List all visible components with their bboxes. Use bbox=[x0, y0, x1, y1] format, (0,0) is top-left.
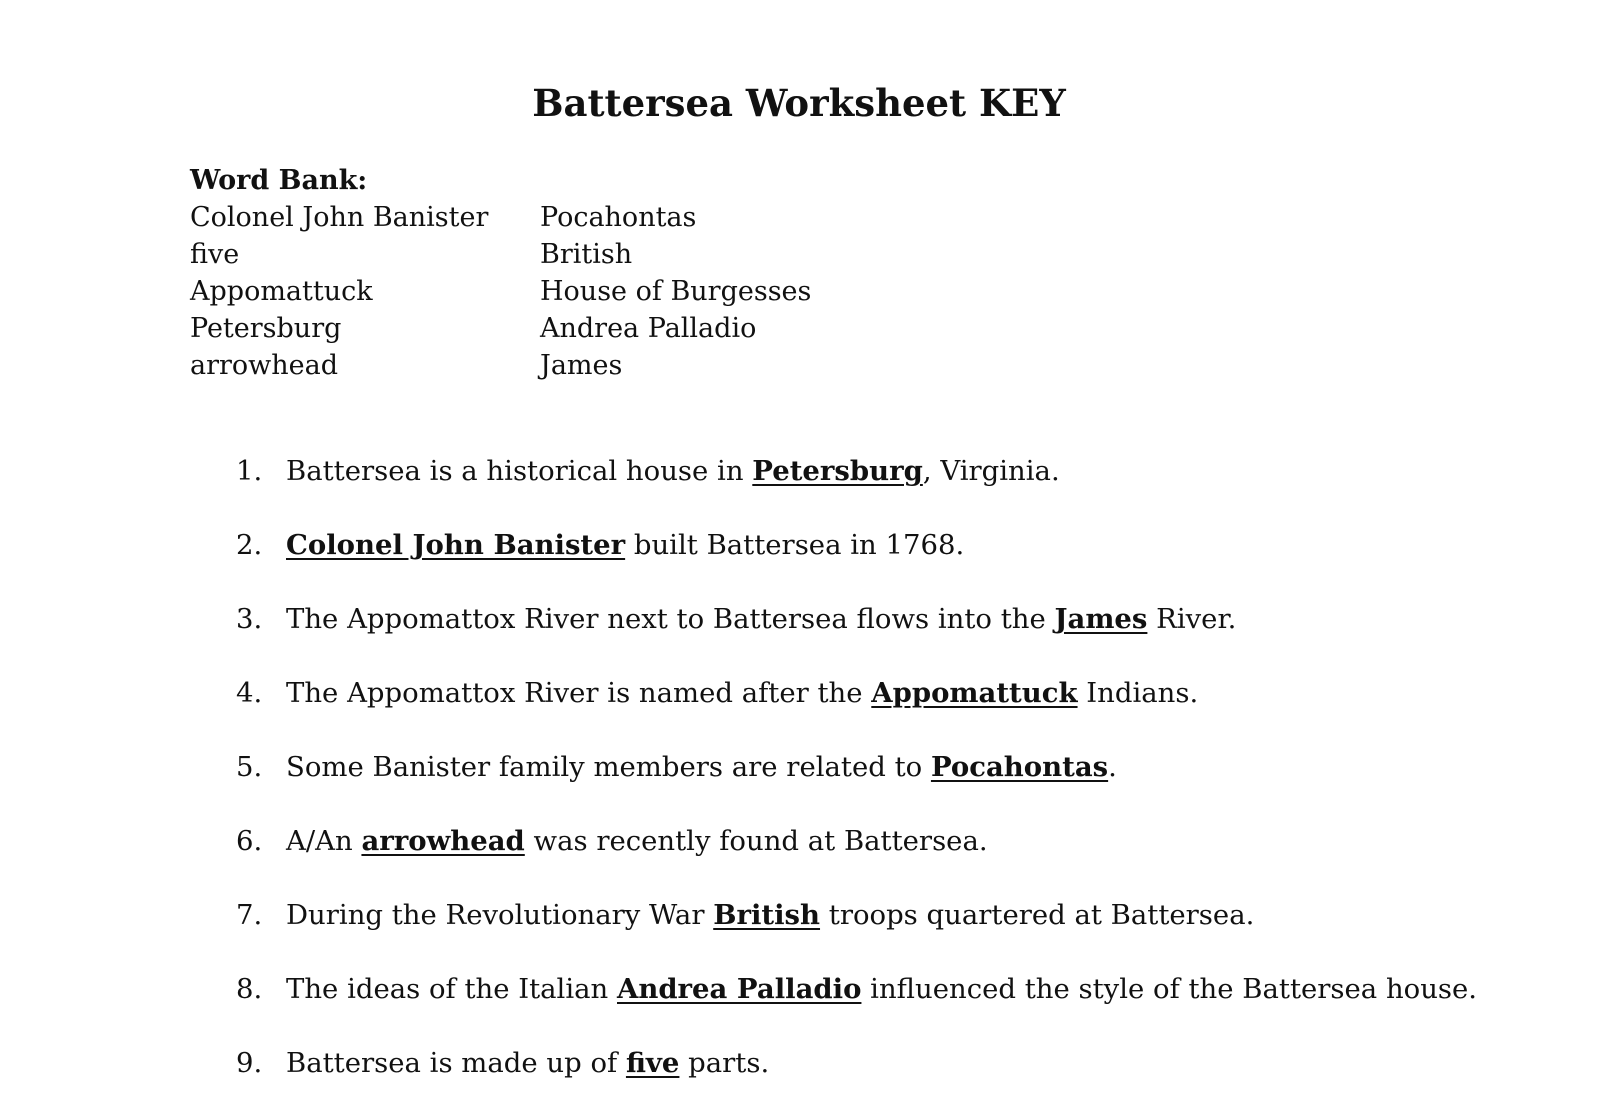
question-number: 3. bbox=[236, 603, 263, 635]
question-item bbox=[236, 452, 1477, 526]
question-item bbox=[236, 748, 1477, 822]
answer-text: James bbox=[1054, 603, 1148, 635]
word-bank-term: Andrea Palladio bbox=[540, 313, 757, 344]
question-number: 6. bbox=[236, 825, 263, 857]
answer-text: British bbox=[713, 899, 821, 931]
question-text bbox=[286, 600, 1236, 674]
word-bank-term: Appomattuck bbox=[190, 276, 373, 307]
question-number: 9. bbox=[236, 1047, 263, 1079]
question-text-after: was recently found at Battersea. bbox=[524, 825, 988, 857]
question-text-after: built Battersea in 1768. bbox=[625, 529, 965, 561]
question-item bbox=[236, 970, 1477, 1044]
word-bank-row bbox=[190, 236, 860, 273]
word-bank-row bbox=[190, 199, 860, 236]
word-bank bbox=[190, 162, 860, 384]
answer-text: Pocahontas bbox=[930, 751, 1109, 783]
question-text bbox=[286, 526, 964, 600]
word-bank-term: Colonel John Banister bbox=[190, 202, 489, 233]
question-number: 5. bbox=[236, 751, 263, 783]
word-bank-term: Pocahontas bbox=[540, 202, 697, 233]
question-item bbox=[236, 674, 1477, 748]
answer-text: Colonel John Banister bbox=[286, 529, 626, 561]
answer-text: Appomattuck bbox=[871, 677, 1078, 709]
word-bank-term: British bbox=[540, 239, 633, 270]
question-number: 4. bbox=[236, 677, 263, 709]
question-text-before: The Appomattox River next to Battersea flows into the bbox=[286, 603, 1055, 635]
word-bank-term: five bbox=[190, 239, 240, 270]
word-bank-row bbox=[190, 347, 860, 384]
question-number: 2. bbox=[236, 529, 263, 561]
question-text-after: troops quartered at Battersea. bbox=[820, 899, 1255, 931]
question-text-after: River. bbox=[1147, 603, 1237, 635]
word-bank-row bbox=[190, 310, 860, 347]
answer-text: arrowhead bbox=[361, 825, 525, 857]
question-item bbox=[236, 600, 1477, 674]
question-text bbox=[286, 896, 1254, 970]
question-text bbox=[286, 452, 1060, 526]
question-item bbox=[236, 526, 1477, 600]
word-bank-heading: Word Bank: bbox=[190, 165, 368, 196]
question-text-before: A/An bbox=[286, 825, 362, 857]
word-bank-term: James bbox=[540, 350, 623, 381]
question-list bbox=[236, 452, 1477, 1118]
question-text-before: Battersea is a historical house in bbox=[286, 455, 753, 487]
question-item bbox=[236, 896, 1477, 970]
question-text-after: influenced the style of the Battersea house. bbox=[861, 973, 1478, 1005]
question-text bbox=[286, 748, 1117, 822]
word-bank-term: arrowhead bbox=[190, 350, 339, 381]
question-text bbox=[286, 822, 988, 896]
question-text-before: The ideas of the Italian bbox=[286, 973, 617, 1005]
question-number: 7. bbox=[236, 899, 263, 931]
question-text bbox=[286, 970, 1477, 1044]
answer-text: Petersburg bbox=[752, 455, 923, 487]
page-title: Battersea Worksheet KEY bbox=[532, 81, 1066, 125]
question-text-after: . bbox=[1108, 751, 1117, 783]
question-text-after: parts. bbox=[679, 1047, 770, 1079]
word-bank-term: House of Burgesses bbox=[540, 276, 812, 307]
word-bank-term: Petersburg bbox=[190, 313, 342, 344]
question-text-after: , Virginia. bbox=[922, 455, 1060, 487]
question-text bbox=[286, 1044, 769, 1118]
question-number: 8. bbox=[236, 973, 263, 1005]
answer-text: five bbox=[625, 1047, 680, 1079]
question-text-after: Indians. bbox=[1077, 677, 1199, 709]
answer-text: Andrea Palladio bbox=[617, 973, 862, 1005]
question-item bbox=[236, 1044, 1477, 1118]
word-bank-row bbox=[190, 273, 860, 310]
question-text-before: Battersea is made up of bbox=[286, 1047, 626, 1079]
question-text-before: The Appomattox River is named after the bbox=[286, 677, 872, 709]
question-text-before: Some Banister family members are related to bbox=[286, 751, 931, 783]
question-text bbox=[286, 674, 1198, 748]
question-number: 1. bbox=[236, 455, 263, 487]
question-item bbox=[236, 822, 1477, 896]
question-text-before: During the Revolutionary War bbox=[286, 899, 714, 931]
